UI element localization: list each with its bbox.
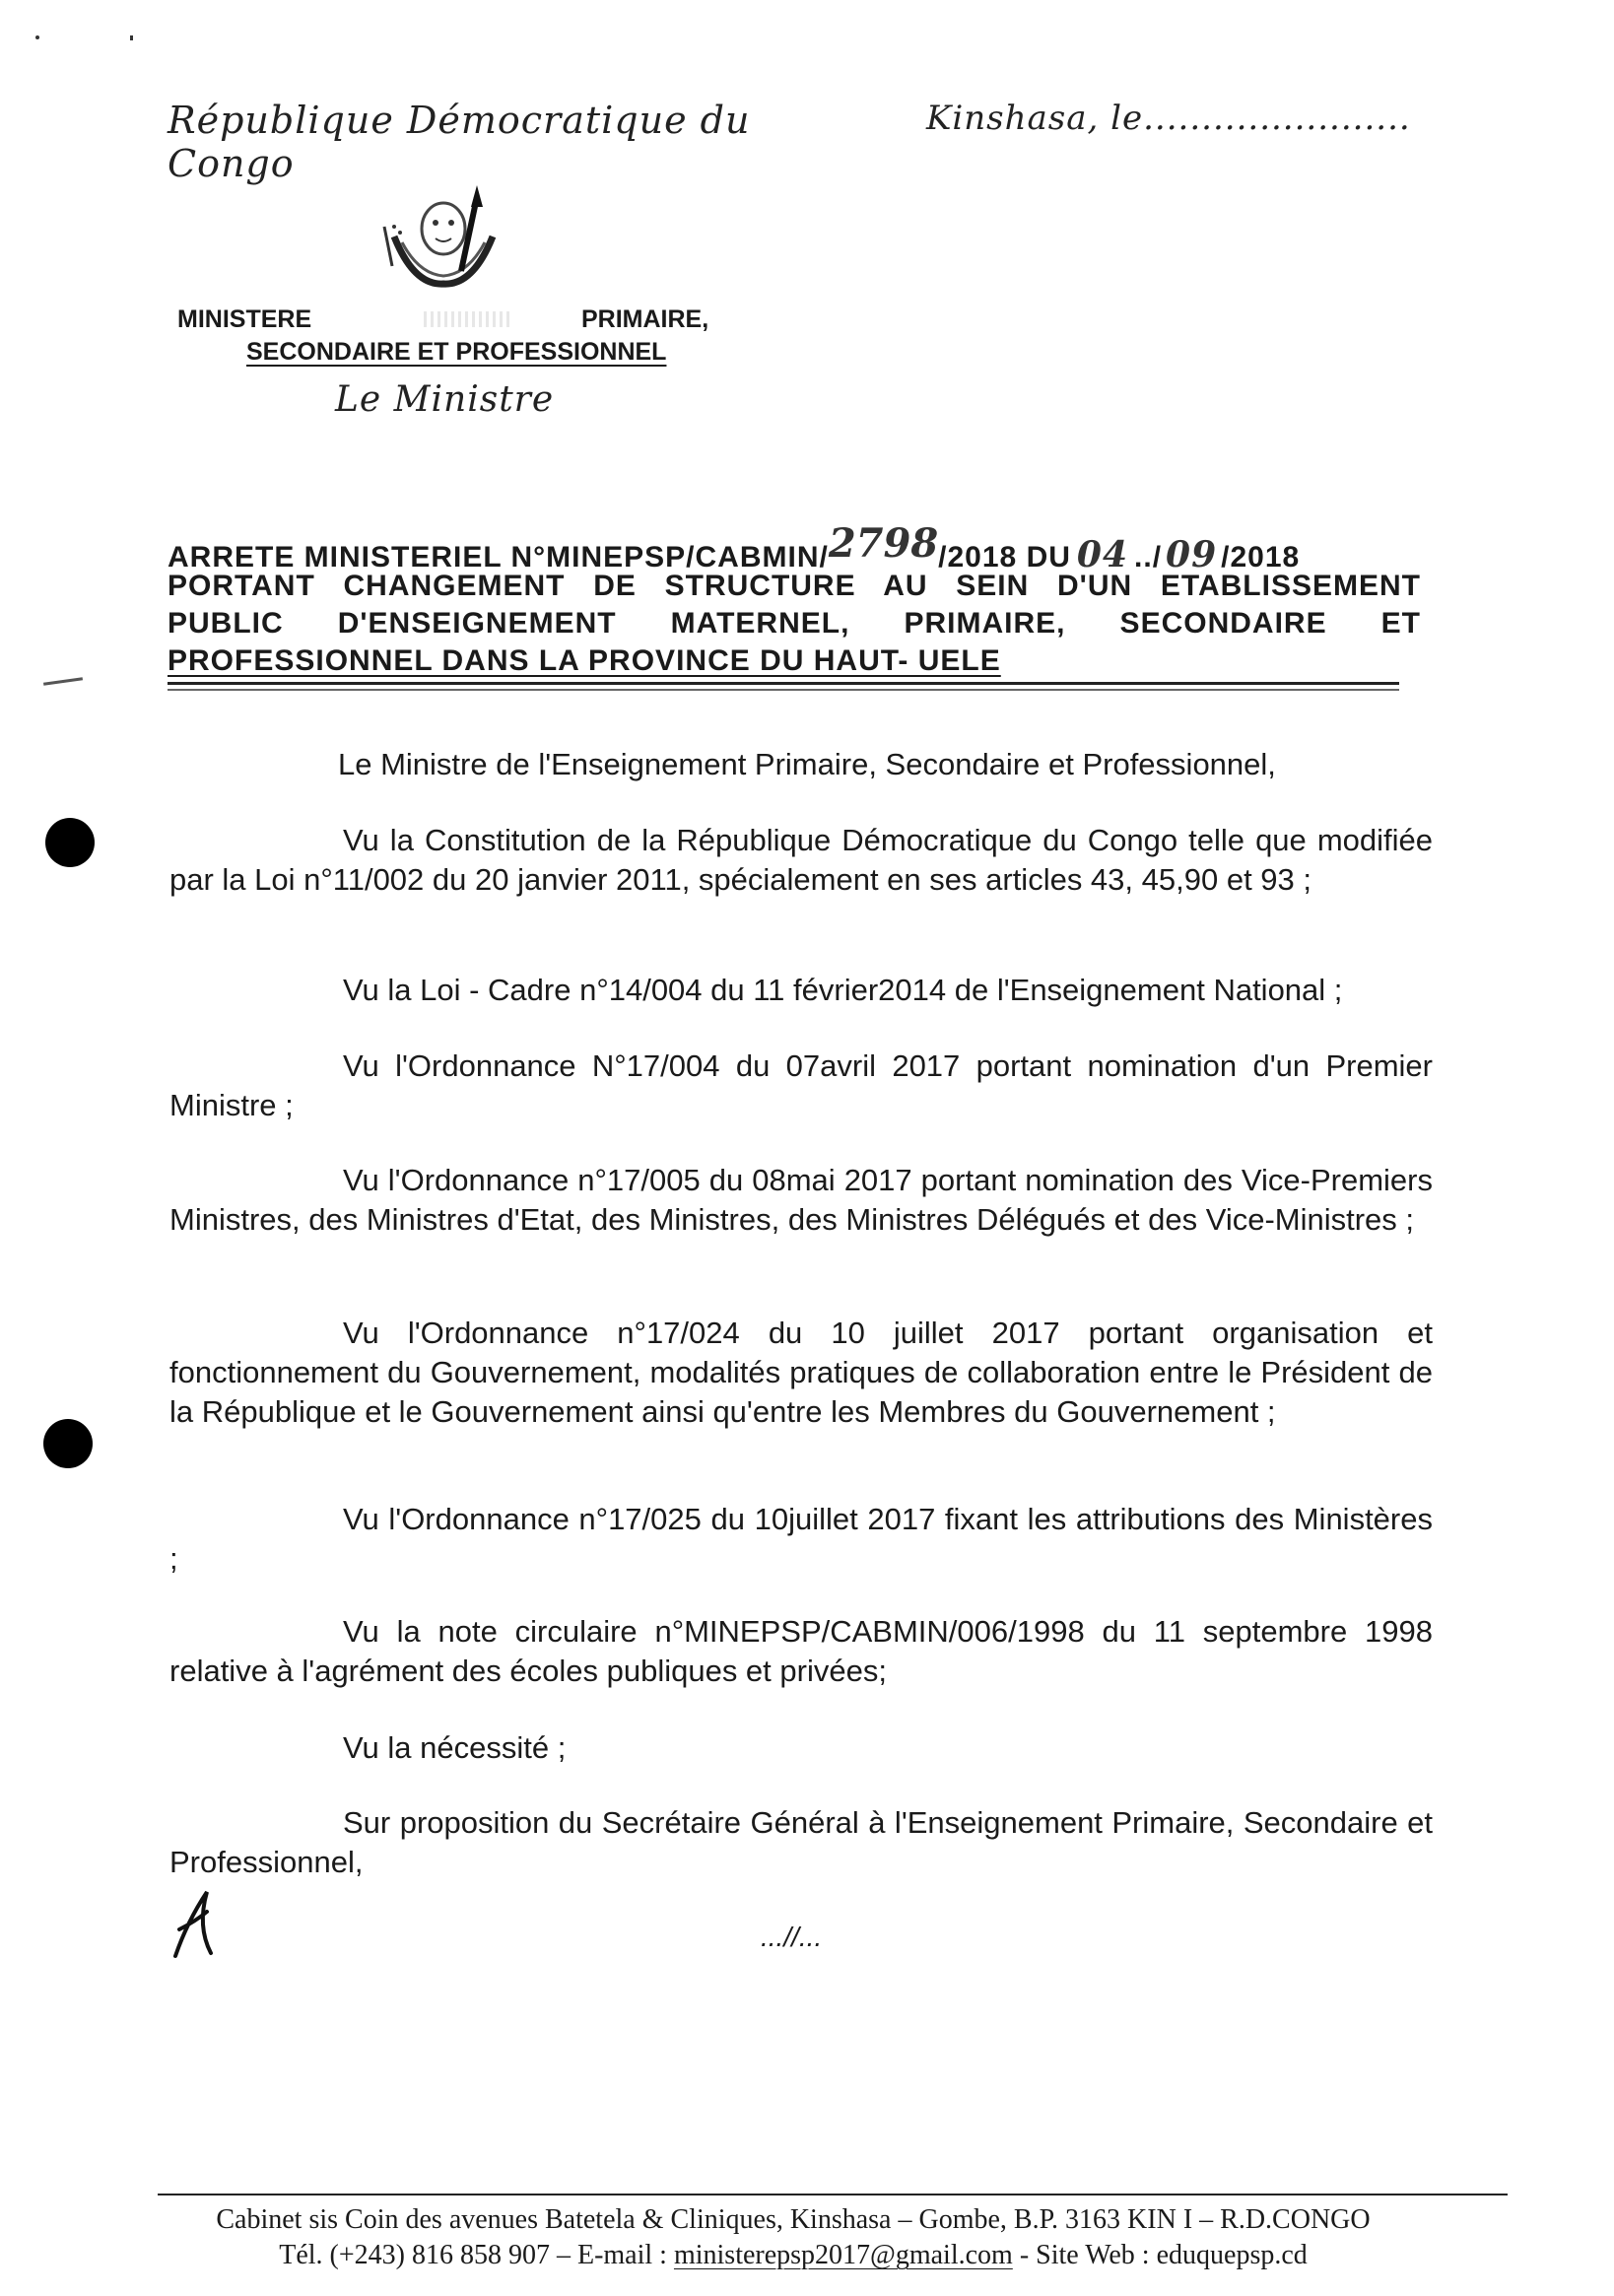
visa-ordonnance-nomination: Vu l'Ordonnance n°17/005 du 08mai 2017 portant nomination des Vice-Premiers Ministres, des Ministres d'Etat, des Ministres, des Ministres Délégués et des Vice-Ministres ; — [169, 1163, 1433, 1237]
visa-ordonnance-attributions: Vu l'Ordonnance n°17/025 du 10juillet 2017 fixant les attributions des Ministères ; — [169, 1502, 1433, 1576]
handwritten-initial-mark — [168, 1882, 227, 1961]
footer-phone: Tél. (+243) 816 858 907 – E-mail : — [279, 2240, 674, 2270]
minister-intro: Le Ministre de l'Enseignement Primaire, Secondaire et Professionnel, — [338, 747, 1276, 781]
punch-hole — [43, 1419, 93, 1468]
footer-address: Cabinet sis Coin des avenues Batetela & Cliniques, Kinshasa – Gombe, B.P. 3163 KIN I – R.D.CONGO — [216, 2204, 1371, 2235]
visa-note-circulaire: Vu la note circulaire n°MINEPSP/CABMIN/006/1998 du 11 septembre 1998 relative à l'agrément des écoles publiques et privées; — [169, 1614, 1433, 1688]
footer-contact — [158, 2240, 1429, 2271]
visa-ordonnance-organisation: Vu l'Ordonnance n°17/024 du 10 juillet 2017 portant organisation et fonctionnement du Gouvernement, modalités pratiques de collaboration entre le Président de la République et le Gouvernement ainsi qu'entre les Membres du Gouvernement ; — [169, 1316, 1433, 1429]
visa-loi-cadre: Vu la Loi - Cadre n°14/004 du 11 février2014 de l'Enseignement National ; — [343, 973, 1343, 1007]
ministry-line1-left: MINISTERE — [177, 305, 312, 333]
footer-email-link[interactable]: ministerepsp2017@gmail.com — [673, 2240, 1013, 2270]
visa-ordonnance-premier-ministre: Vu l'Ordonnance N°17/004 du 07avril 2017 portant nomination d'un Premier Ministre ; — [169, 1048, 1433, 1122]
arrete-number-handwritten: 2798 — [828, 520, 939, 567]
title-double-rule — [168, 682, 1399, 691]
redaction-smudge — [424, 311, 512, 327]
continued-marker: ...//... — [761, 1922, 823, 1952]
ministry-line1-right: PRIMAIRE, — [581, 305, 709, 333]
arrete-title-line3: PUBLIC D'ENSEIGNEMENT MATERNEL, PRIMAIRE, SECONDAIRE ET — [168, 607, 1421, 640]
scan-speck — [35, 35, 39, 39]
arrete-end: /2018 — [1221, 541, 1301, 574]
punch-hole — [45, 818, 95, 867]
le-ministre-signature-title: Le Ministre — [335, 379, 555, 420]
scan-mark — [43, 677, 83, 686]
arrete-prefix: ARRETE MINISTERIEL N°MINEPSP/CABMIN/ — [168, 541, 829, 574]
arrete-title-line1: ARRETE MINISTERIEL N°MINEPSP/CABMIN/2798/2018 DU 04 ../ 09 /2018 — [168, 520, 1301, 575]
proposition-secretaire-general: Sur proposition du Secrétaire Général à l'Enseignement Primaire, Secondaire et Professionnel, — [169, 1805, 1433, 1879]
arrete-year: /2018 DU — [938, 541, 1071, 574]
place-date: Kinshasa, le....................... — [926, 99, 1411, 138]
arrete-day-handwritten: 04 — [1076, 534, 1129, 575]
republic-heading: République Démocratique du Congo — [168, 99, 751, 185]
arrete-month-handwritten: 09 — [1166, 534, 1218, 575]
arrete-title-line2: PORTANT CHANGEMENT DE STRUCTURE AU SEIN D'UN ETABLISSEMENT — [168, 570, 1421, 602]
ministry-line2: SECONDAIRE ET PROFESSIONNEL — [246, 338, 667, 366]
visa-necessite: Vu la nécessité ; — [343, 1730, 567, 1765]
scan-speck — [130, 35, 133, 40]
footer-website: - Site Web : eduquepsp.cd — [1012, 2240, 1308, 2270]
arrete-title-line4: PROFESSIONNEL DANS LA PROVINCE DU HAUT- UELE — [168, 644, 1001, 677]
coat-of-arms-emblem — [374, 168, 512, 296]
visa-constitution: Vu la Constitution de la République Démocratique du Congo telle que modifiée par la Loi n°11/002 du 20 janvier 2011, spécialement en ses articles 43, 45,90 et 93 ; — [169, 823, 1433, 897]
footer-rule — [158, 2194, 1508, 2195]
